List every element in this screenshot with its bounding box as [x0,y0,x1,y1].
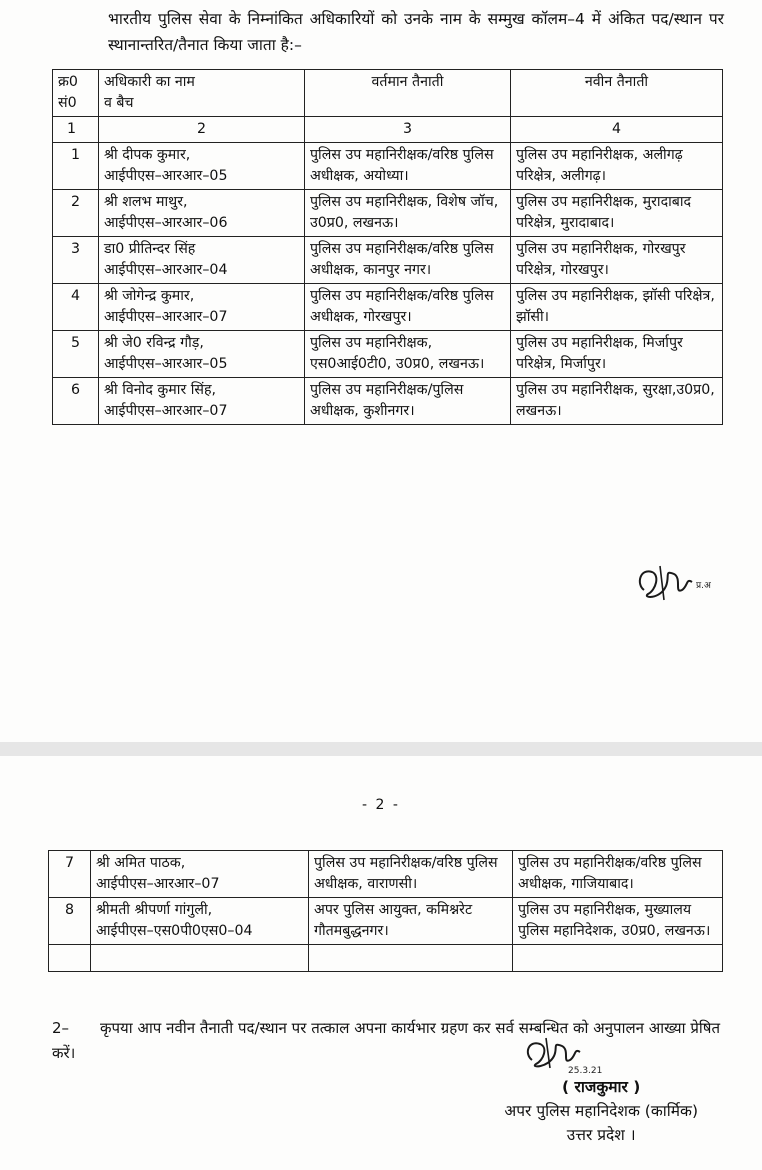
officer-batch: आईपीएस–आरआर–05 [104,168,228,184]
signatory-name: ( राजकुमार ) [562,1078,641,1096]
paragraph-text: कृपया आप नवीन तैनाती पद/स्थान पर तत्काल अपना कार्यभार ग्रहण कर सर्व सम्बन्धित को अनुपालन आख्या प्रेषित करें। [52,1019,720,1062]
row-officer [99,237,305,284]
row-new-posting: पुलिस उप महानिरीक्षक, अलीगढ़ परिक्षेत्र, अलीगढ़। [511,143,723,190]
officer-name: श्री अमित पाठक, [96,855,186,871]
page-number: - 2 - [362,797,400,813]
table-row [53,190,723,237]
transfer-table-continued [48,850,723,972]
column-number-row [53,117,723,143]
table-header-row [53,70,723,117]
intro-text: भारतीय पुलिस सेवा के निम्नांकित अधिकारियों को उनके नाम के सम्मुख कॉलम–4 में अंकित पद/स्थान पर स्थानान्तरित/तैनात किया जाता है:– [108,10,724,54]
officer-batch: आईपीएस–एस0पी0एस0–04 [96,923,253,939]
row-current-posting: पुलिस उप महानिरीक्षक/वरिष्ठ पुलिस अधीक्षक, अयोध्या। [305,143,511,190]
officer-name: श्रीमती श्रीपर्णा गांगुली, [96,902,213,918]
header-serial [53,70,99,117]
officer-batch: आईपीएस–आरआर–05 [104,356,228,372]
row-new-posting: पुलिस उप महानिरीक्षक, मुख्यालय पुलिस महानिदेशक, उ0प्र0, लखनऊ। [513,898,723,945]
table-row [53,237,723,284]
row-current-posting: पुलिस उप महानिरीक्षक/पुलिस अधीक्षक, कुशीनगर। [305,378,511,425]
header-serial-line2: सं0 [58,95,77,111]
row-new-posting: पुलिस उप महानिरीक्षक, गोरखपुर परिक्षेत्र, गोरखपुर। [511,237,723,284]
officer-batch: आईपीएस–आरआर–07 [104,309,228,325]
row-new-posting: पुलिस उप महानिरीक्षक, मुरादाबाद परिक्षेत्र, मुरादाबाद। [511,190,723,237]
table-row [53,284,723,331]
row-current-posting: पुलिस उप महानिरीक्षक/वरिष्ठ पुलिस अधीक्षक, कानपुर नगर। [305,237,511,284]
column-number-2: 2 [99,117,305,143]
row-serial: 3 [53,237,99,284]
paragraph-number: 2– [52,1019,70,1037]
table-row [49,898,723,945]
row-current-posting: पुलिस उप महानिरीक्षक, विशेष जॉच, उ0प्र0, लखनऊ। [305,190,511,237]
row-current-posting: अपर पुलिस आयुक्त, कमिश्नरेट गौतमबुद्धनगर। [309,898,513,945]
signatory-designation: अपर पुलिस महानिदेशक (कार्मिक) [504,1102,698,1120]
header-new-posting: नवीन तैनाती [511,70,723,117]
row-officer [99,143,305,190]
officer-batch: आईपीएस–आरआर–07 [104,403,228,419]
header-serial-line1: क्र0 [58,74,78,90]
officer-name: श्री जे0 रविन्द्र गौड़, [104,335,204,351]
row-current-posting: पुलिस उप महानिरीक्षक, एस0आई0टी0, उ0प्र0, लखनऊ। [305,331,511,378]
row-new-posting: पुलिस उप महानिरीक्षक, झॉसी परिक्षेत्र, झॉसी। [511,284,723,331]
signatory-block [504,1075,698,1147]
row-officer [91,898,309,945]
row-serial: 2 [53,190,99,237]
table-row-spacer [49,945,723,972]
officer-batch: आईपीएस–आरआर–06 [104,215,228,231]
row-officer [99,331,305,378]
row-serial: 8 [49,898,91,945]
row-serial: 7 [49,851,91,898]
header-officer-line2: व बैच [104,95,134,111]
row-officer [99,284,305,331]
row-new-posting: पुलिस उप महानिरीक्षक/वरिष्ठ पुलिस अधीक्षक, गाजियाबाद। [513,851,723,898]
row-officer [91,851,309,898]
intro-paragraph [54,6,724,58]
signature-date: 25.3.21 [568,1066,603,1076]
table-row [53,143,723,190]
officer-name: डा0 प्रीतिन्दर सिंह [104,241,196,257]
row-new-posting: पुलिस उप महानिरीक्षक, सुरक्षा,उ0प्र0, लखनऊ। [511,378,723,425]
officer-name: श्री शलभ माथुर, [104,194,188,210]
table-row [49,851,723,898]
column-number-1: 1 [53,117,99,143]
header-officer [99,70,305,117]
page-separator [0,742,762,756]
initials-text: प्र.अ [696,581,711,591]
table-row [53,378,723,425]
header-current-posting: वर्तमान तैनाती [305,70,511,117]
officer-signature [520,1036,620,1076]
officer-name: श्री जोगेन्द्र कुमार, [104,288,195,304]
column-number-4: 4 [511,117,723,143]
row-serial: 4 [53,284,99,331]
signatory-state: उत्तर प्रदेश । [566,1126,636,1144]
row-serial: 5 [53,331,99,378]
row-serial: 1 [53,143,99,190]
officer-batch: आईपीएस–आरआर–04 [104,262,228,278]
row-serial: 6 [53,378,99,425]
transfer-table [52,69,723,425]
officer-batch: आईपीएस–आरआर–07 [96,876,220,892]
column-number-3: 3 [305,117,511,143]
row-current-posting: पुलिस उप महानिरीक्षक/वरिष्ठ पुलिस अधीक्षक, गोरखपुर। [305,284,511,331]
officer-name: श्री दीपक कुमार, [104,147,191,163]
row-officer [99,378,305,425]
table-row [53,331,723,378]
header-officer-line1: अधिकारी का नाम [104,74,195,90]
row-new-posting: पुलिस उप महानिरीक्षक, मिर्जापुर परिक्षेत्र, मिर्जापुर। [511,331,723,378]
row-officer [99,190,305,237]
row-current-posting: पुलिस उप महानिरीक्षक/वरिष्ठ पुलिस अधीक्षक, वाराणसी। [309,851,513,898]
initials-signature [630,560,730,606]
officer-name: श्री विनोद कुमार सिंह, [104,382,217,398]
